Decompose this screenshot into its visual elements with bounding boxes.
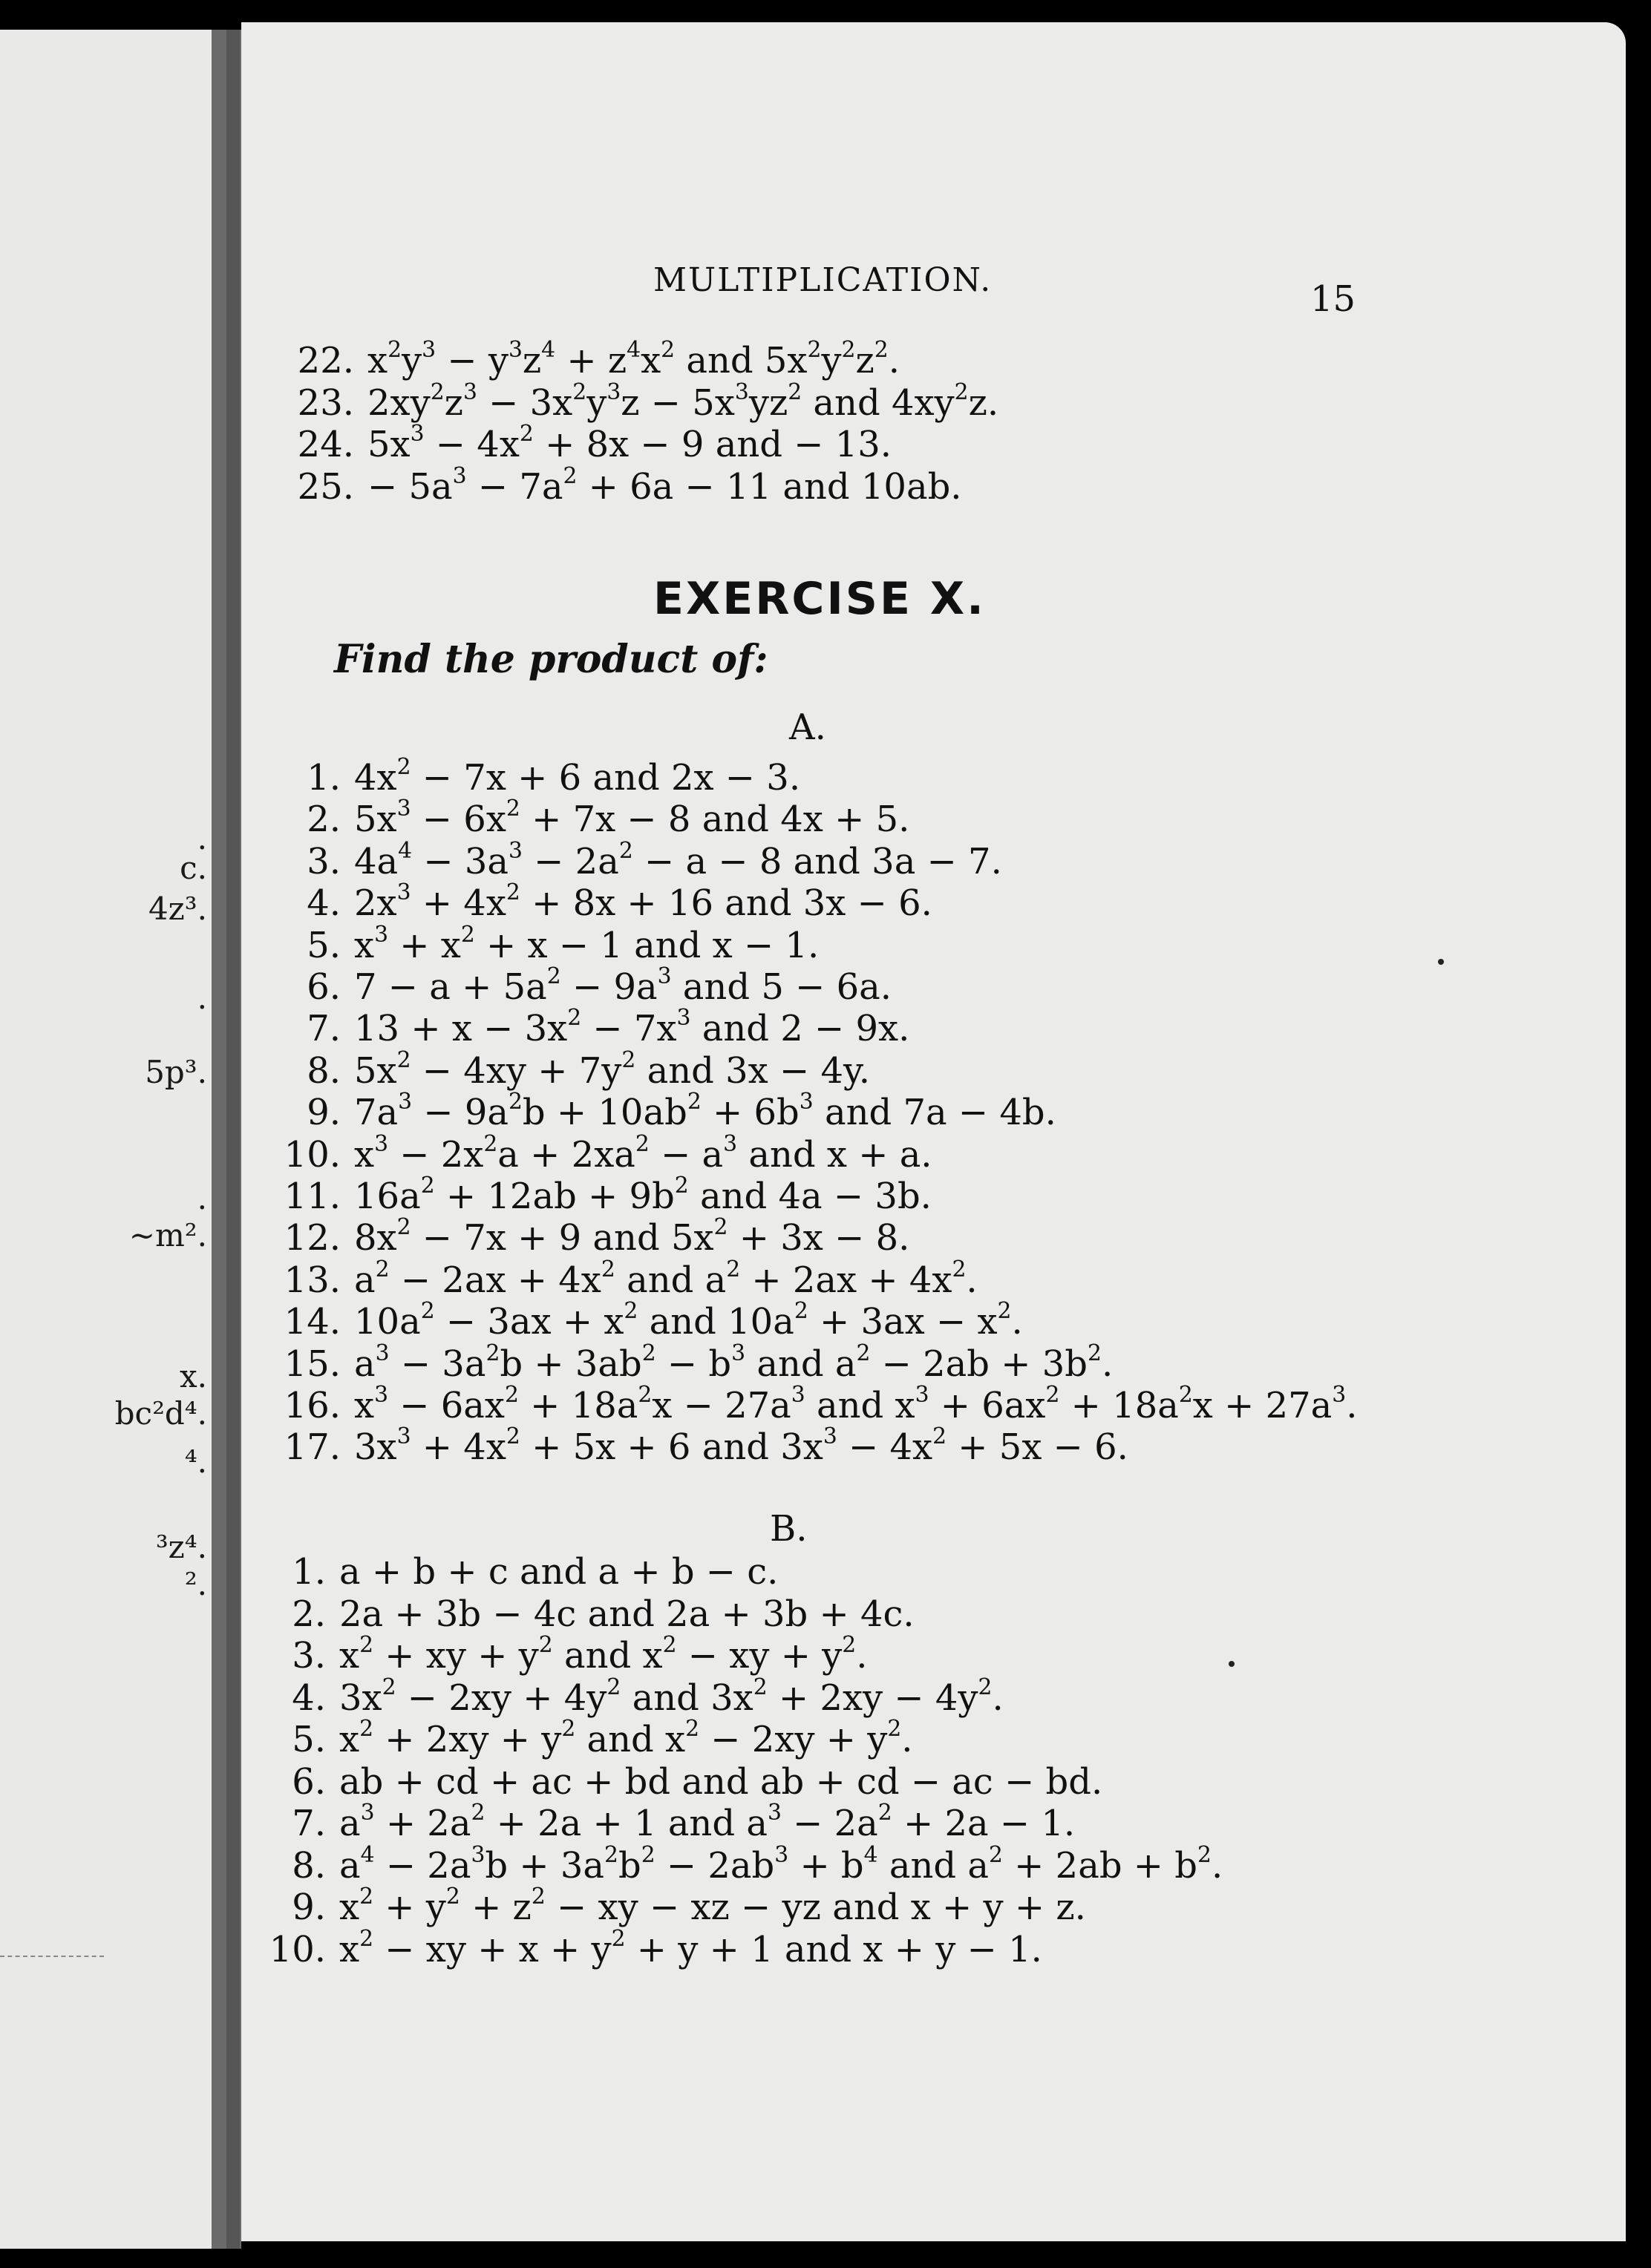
book-gutter-shadow [226,30,240,2249]
problem-expression: ab + cd + ac + bd and ab + cd − ac − bd. [339,1760,1103,1803]
left-fragment-text: 5p³. [145,1054,207,1090]
section-a-problem [307,796,910,841]
problem-number: 4. [292,1677,326,1719]
left-page-fragment [0,30,212,2249]
left-fragment-text: ². [184,1566,207,1602]
problem-expression: $7a^3 - 9a^2b + 10ab^2 + 6b^3$ and 7a − 4b. [354,1089,1056,1134]
problem-expression: $x^3 - 2x^2a + 2xa^2 - a^3$ and x + a. [354,1130,932,1176]
section-a-problem [307,1005,910,1050]
left-fragment-text: ⁴. [184,1443,207,1480]
problem-number: 3. [292,1635,326,1677]
left-fragment-text: 4z³. [148,891,207,927]
section-b-problem [292,1551,779,1593]
problem-number: 8. [307,1049,341,1092]
problem-expression: $7 - a + 5a^2 - 9a^3$ and 5 − 6a. [354,963,892,1008]
problem-number: 7. [292,1803,326,1844]
problem-expression: $3x^3 + 4x^2 + 5x + 6$ and $3x^3 - 4x^2 + 5x - 6$. [354,1423,1128,1469]
section-b-problem [292,1800,1076,1844]
problem-expression: $8x^2 - 7x + 9$ and $5x^2 + 3x - 8$. [354,1214,910,1259]
section-b-problem [269,1925,1042,1970]
problem-number: 6. [307,966,341,1008]
section-a-problem [284,1298,1023,1343]
problem-number: 12. [284,1217,341,1259]
exercise-instruction: Find the product of: [334,637,768,682]
problem-expression: $a^4 - 2a^3b + 3a^2b^2 - 2ab^3 + b^4$ and $a^2 + 2ab + b^2$. [339,1841,1223,1887]
problem-expression: $16a^2 + 12ab + 9b^2$ and 4a − 3b. [354,1173,932,1217]
problem-number: 10. [284,1133,341,1176]
section-a-problem [284,1130,932,1176]
problem-number: 3. [307,840,341,882]
section-a-label: A. [789,707,826,748]
problem-expression: $x^3 - 6ax^2 + 18a^2x - 27a^3$ and $x^3 + 6ax^2 + 18a^2x + 27a^3$. [354,1382,1358,1426]
problem-expression: $a^2 - 2ax + 4x^2$ and $a^2 + 2ax + 4x^2$. [354,1256,978,1301]
problem-number: 9. [292,1887,326,1928]
carryover-problem [297,378,999,424]
problem-expression: $x^2 + 2xy + y^2$ and $x^2 - 2xy + y^2$. [339,1716,913,1760]
section-b-problem [292,1674,1004,1719]
section-a-problem [307,1046,870,1092]
carryover-problem [297,337,900,381]
problem-number: 7. [307,1008,341,1050]
section-a-problem [284,1173,932,1217]
section-b-problem [292,1884,1086,1928]
problem-number: 24. [297,424,354,465]
problem-number: 5. [307,924,341,966]
section-a-problem [307,837,1002,882]
section-a-problem [284,1382,1358,1426]
problem-expression: $5x^3 - 4x^2 + 8x - 9$ and − 13. [367,421,892,465]
section-a-problem [307,1089,1056,1134]
section-a-problem [284,1423,1128,1469]
section-a-problem [284,1214,910,1259]
problem-number: 1. [292,1551,326,1593]
problem-number: 13. [284,1259,341,1301]
problem-expression: $a^3 + 2a^2 + 2a + 1$ and $a^3 - 2a^2 + 2a - 1$. [339,1800,1076,1844]
left-fragment-text: bc²d⁴. [114,1395,207,1432]
left-fragment-text: c. [180,850,207,886]
exercise-title: EXERCISE X. [653,573,986,625]
problem-number: 17. [284,1426,341,1469]
problem-number: 2. [292,1593,326,1635]
problem-number: 4. [307,882,341,925]
section-b-problem [292,1593,915,1635]
main-page [241,22,1626,2241]
problem-expression: $2x^3 + 4x^2 + 8x + 16$ and 3x − 6. [354,879,932,925]
section-a-problem [307,879,932,925]
section-a-problem [307,754,801,799]
paper-speck [1438,959,1444,965]
problem-expression: $x^2$ − xy + $x + y^2 + y + 1$ and x + y − 1. [339,1925,1042,1970]
problem-expression: − $5a^3 - 7a^2 + 6a - 11$ and 10ab. [367,462,962,508]
problem-expression: $10a^2 - 3ax + x^2$ and $10a^2 + 3ax - x^2$. [354,1298,1023,1343]
problem-expression: $13 + x - 3x^2 - 7x^3$ and 2 − 9x. [354,1005,910,1050]
problem-expression: $x^2$ + xy + $y^2$ and $x^2$ − xy + $y^2$. [339,1632,868,1677]
problem-expression: a + b + c and a + b − c. [339,1551,779,1593]
problem-expression: $5x^3 - 6x^2 + 7x - 8$ and 4x + 5. [354,796,910,841]
left-page-dashed-rule [0,1956,104,1957]
section-a-problem [307,963,892,1008]
problem-expression: $x^2 + y^2 + z^2$ − xy − xz − yz and x + y + z. [339,1884,1086,1928]
problem-expression: $x^2y^3 - y^3z^4 + z^4x^2$ and $5x^2y^2z^2$. [367,337,900,381]
problem-expression: $a^3 - 3a^2b + 3ab^2 - b^3$ and $a^2 - 2ab + 3b^2$. [354,1340,1114,1385]
problem-number: 11. [284,1176,341,1217]
problem-number: 1. [307,757,341,799]
carryover-problem [297,462,962,508]
problem-expression: $5x^2 - 4xy + 7y^2$ and 3x − 4y. [354,1046,870,1092]
section-b-problem [292,1632,868,1677]
section-b-problem [292,1716,913,1760]
section-a-problem [307,921,820,966]
problem-expression: $x^3 + x^2 + x - 1$ and x − 1. [354,921,820,966]
problem-expression: $2xy^2z^3 - 3x^2y^3z - 5x^3yz^2$ and $4xy^2z$. [367,378,999,424]
left-fragment-text: . [197,980,207,1016]
section-a-problem [284,1340,1114,1385]
section-b-problem [292,1760,1103,1803]
problem-number: 10. [269,1928,326,1970]
left-fragment-text: ~m². [128,1217,207,1253]
problem-expression: 2a + 3b − 4c and 2a + 3b + 4c. [339,1593,915,1635]
problem-expression: $4x^2 - 7x + 6$ and 2x − 3. [354,754,801,799]
problem-number: 14. [284,1301,341,1343]
running-head: MULTIPLICATION. [653,261,993,299]
problem-number: 16. [284,1385,341,1426]
left-fragment-text: . [197,1180,207,1216]
problem-number: 8. [292,1844,326,1887]
problem-number: 15. [284,1343,341,1385]
problem-number: 22. [297,340,354,381]
section-b-label: B. [770,1508,808,1550]
carryover-problem [297,421,892,465]
left-fragment-text: ³z⁴. [155,1529,207,1565]
left-fragment-text: x. [179,1358,207,1394]
problem-number: 6. [292,1760,326,1803]
problem-expression: $4a^4 - 3a^3 - 2a^2 - a - 8$ and 3a − 7. [354,837,1002,882]
problem-number: 23. [297,381,354,424]
page-number: 15 [1310,278,1356,320]
problem-number: 9. [307,1092,341,1134]
left-fragment-text: . [197,820,207,856]
problem-number: 5. [292,1719,326,1760]
problem-number: 2. [307,799,341,841]
problem-number: 25. [297,465,354,508]
problem-expression: $3x^2 - 2xy + 4y^2$ and $3x^2 + 2xy - 4y^2$. [339,1674,1004,1719]
paper-speck [1229,1661,1235,1667]
section-a-problem [284,1256,978,1301]
section-b-problem [292,1841,1223,1887]
